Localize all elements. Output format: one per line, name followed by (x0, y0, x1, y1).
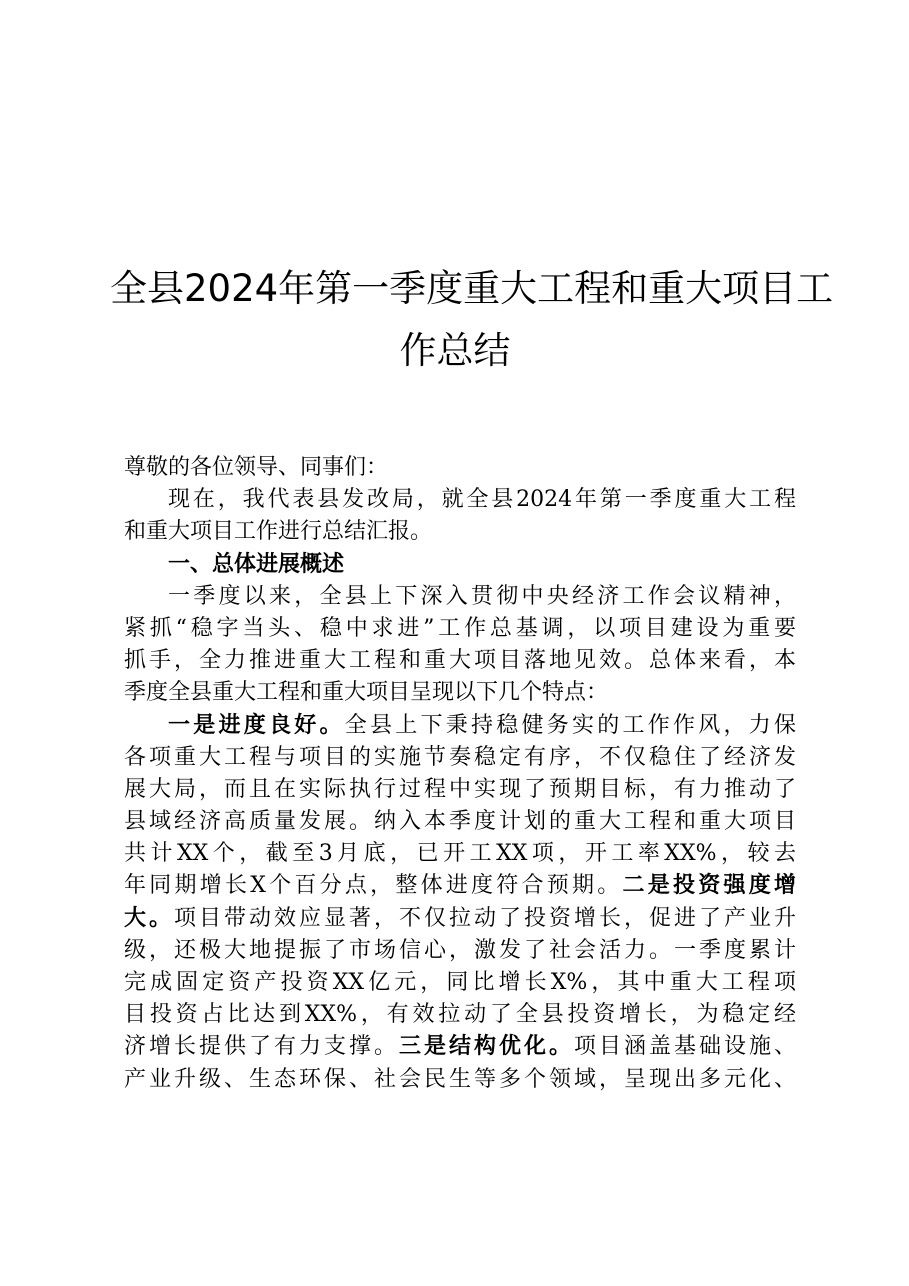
para2-line-8: 级，还极大地提振了市场信心，激发了社会活力。一季度累计 (124, 937, 796, 963)
intro-line-2: 和重大项目工作进行总结汇报。 (124, 519, 433, 545)
para2-line-1-text: 全县上下秉持稳健务实的工作作风，力保 (344, 712, 796, 738)
title-line-1: 全县2024年第一季度重大工程和重大项目工 (110, 267, 834, 310)
para2-line-7-text: 项目带动效应显著，不仅拉动了投资增长，促进了产业升 (174, 905, 796, 931)
point-three-label: 三是结构优化。 (398, 1034, 574, 1060)
para2-line-11-tail: 项目涵盖基础设施、 (573, 1034, 796, 1060)
point-two-label: 二是投资强度增 (622, 873, 796, 899)
title-line-2: 作总结 (399, 329, 511, 372)
para2-line-5: 共计XX个，截至3月底，已开工XX项，开工率XX%，较去 (124, 841, 796, 867)
para2-line-2: 各项重大工程与项目的实施节奏稳定有序，不仅稳住了经济发 (124, 744, 796, 770)
para2-line-4: 县域经济高质量发展。纳入本季度计划的重大工程和重大项目 (124, 809, 796, 835)
para2-line-1 (124, 710, 796, 742)
para2-line-3: 展大局，而且在实际执行过程中实现了预期目标，有力推动了 (124, 776, 796, 802)
document-body (124, 452, 796, 1096)
para2-line-7 (124, 903, 796, 935)
para2-line-9: 完成固定资产投资XX亿元，同比增长X%，其中重大工程项 (124, 970, 796, 995)
point-one-label: 一是进度良好。 (168, 712, 345, 738)
para2-line-6-text: 年同期增长X个百分点，整体进度符合预期。 (124, 873, 623, 899)
para2-line-6 (124, 870, 796, 902)
para2-line-11 (124, 1031, 796, 1063)
point-two-label-end: 大。 (124, 905, 174, 931)
para2-line-11-text: 济增长提供了有力支撑。 (124, 1034, 399, 1060)
para1-line-4: 季度全县重大工程和重大项目呈现以下几个特点： (124, 680, 609, 706)
para2-line-10: 目投资占比达到XX%，有效拉动了全县投资增长，为稳定经 (124, 1002, 796, 1028)
section-heading: 一、总体进展概述 (168, 551, 345, 577)
salutation: 尊敬的各位领导、同事们： (124, 455, 389, 480)
para1-line-1: 一季度以来，全县上下深入贯彻中央经济工作会议精神， (168, 583, 796, 609)
intro-line-1: 现在，我代表县发改局，就全县2024年第一季度重大工程 (168, 487, 796, 513)
document-title (110, 258, 834, 382)
para1-line-2: 紧抓“稳字当头、稳中求进”工作总基调，以项目建设为重要 (124, 615, 796, 641)
para1-line-3: 抓手，全力推进重大工程和重大项目落地见效。总体来看，本 (124, 648, 796, 674)
para2-line-12: 产业升级、生态环保、社会民生等多个领域，呈现出多元化、 (124, 1066, 796, 1092)
